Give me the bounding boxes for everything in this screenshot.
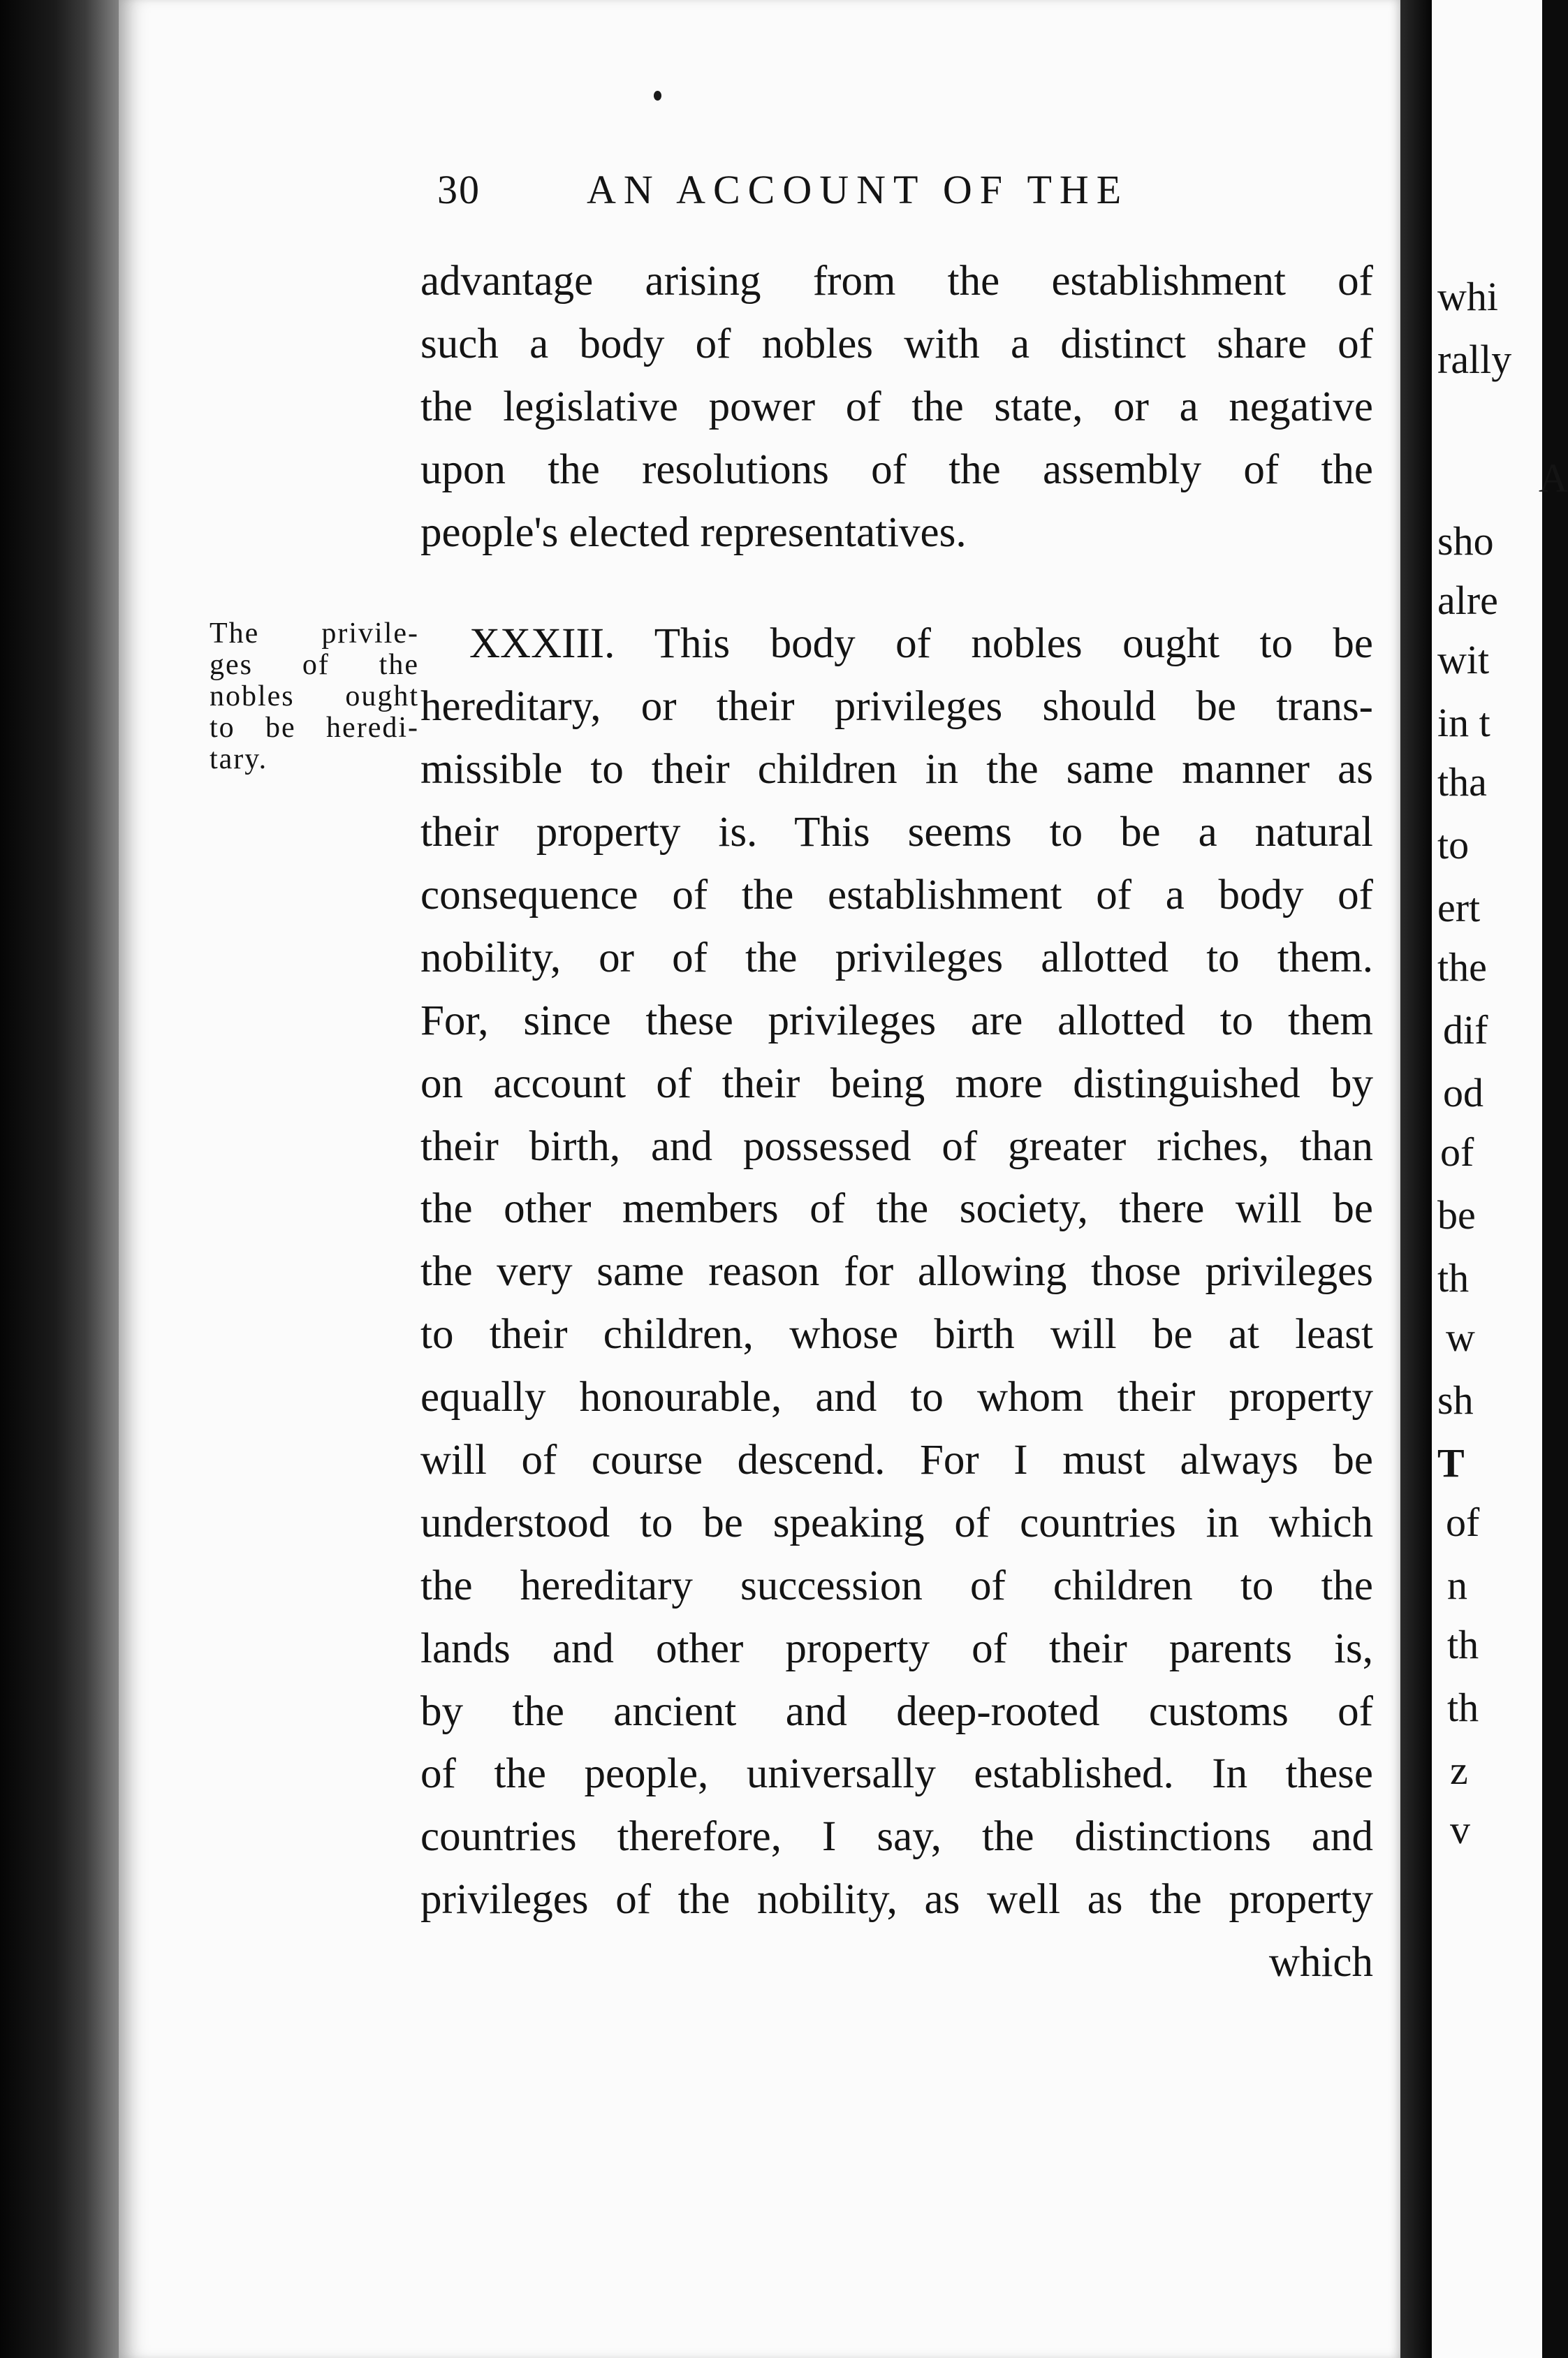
- catchword: which: [1268, 1939, 1373, 1986]
- marginal-note-line: tary.: [210, 743, 268, 775]
- marginal-note-line: nobles ought: [210, 680, 419, 712]
- paragraph-1: [420, 250, 1373, 564]
- facing-fragment: of: [1440, 1129, 1474, 1175]
- running-title: AN ACCOUNT OF THE: [587, 167, 1129, 212]
- facing-fragment: be: [1437, 1192, 1476, 1238]
- facing-fragment: v: [1450, 1807, 1470, 1852]
- facing-fragment: sh: [1437, 1377, 1474, 1423]
- text-line: the very same reason for allowing those privileges: [420, 1248, 1373, 1296]
- text-line: lands and other property of their parents is,: [420, 1625, 1373, 1672]
- facing-fragment: od: [1443, 1070, 1483, 1115]
- facing-fragment: rally: [1437, 337, 1512, 382]
- facing-fragment: th: [1437, 1255, 1470, 1301]
- text-line: consequence of the establishment of a body of: [420, 872, 1373, 919]
- facing-fragment: z: [1450, 1748, 1468, 1793]
- text-line: privileges of the nobility, as well as the property: [420, 1876, 1373, 1924]
- facing-fragment: A: [1539, 455, 1568, 501]
- facing-fragment: the: [1437, 944, 1487, 990]
- paragraph-2: [420, 613, 1373, 1994]
- text-line: the other members of the society, there will be: [420, 1185, 1373, 1233]
- facing-fragment: T: [1437, 1440, 1465, 1486]
- page-edge-shadow: [1400, 0, 1432, 2358]
- paragraph-gap: [420, 564, 1373, 613]
- marginal-note: [210, 618, 419, 775]
- text-line: missible to their children in the same manner as: [420, 746, 1373, 793]
- text-line: such a body of nobles with a distinct share of: [420, 320, 1373, 367]
- text-line: upon the resolutions of the assembly of the: [420, 446, 1373, 493]
- facing-fragment: alre: [1437, 578, 1498, 623]
- text-line: their birth, and possessed of greater riches, than: [420, 1122, 1373, 1170]
- facing-fragment: n: [1447, 1562, 1467, 1608]
- text-line: their property is. This seems to be a natural: [420, 809, 1373, 856]
- binding-gutter: [0, 0, 122, 2358]
- facing-fragment: in t: [1437, 700, 1490, 745]
- marginal-note-line: The privile-: [210, 617, 419, 650]
- text-line: the hereditary succession of children to the: [420, 1562, 1373, 1609]
- marginal-note-line: to be heredi-: [210, 712, 419, 744]
- ink-dot: [654, 91, 661, 101]
- body-text: [420, 250, 1373, 1994]
- page-number: 30: [437, 167, 481, 212]
- facing-fragment: of: [1446, 1500, 1480, 1545]
- facing-fragment: whi: [1437, 274, 1498, 319]
- facing-fragment: w: [1446, 1315, 1475, 1360]
- text-line: hereditary, or their privileges should be trans-: [420, 683, 1373, 731]
- text-line: XXXIII. This body of nobles ought to be: [469, 620, 1373, 668]
- text-line: will of course descend. For I must always be: [420, 1437, 1373, 1484]
- text-line: the legislative power of the state, or a negative: [420, 383, 1373, 430]
- facing-fragment: sho: [1437, 518, 1494, 564]
- text-line: nobility, or of the privileges allotted to them.: [420, 934, 1373, 981]
- facing-fragment: to: [1437, 822, 1470, 867]
- running-head: [437, 166, 1282, 229]
- facing-fragment: tha: [1437, 759, 1487, 805]
- marginal-note-line: ges of the: [210, 649, 419, 681]
- facing-fragment: wit: [1437, 637, 1490, 682]
- text-line: equally honourable, and to whom their property: [420, 1374, 1373, 1421]
- text-line: of the people, universally established. In these: [420, 1750, 1373, 1798]
- facing-fragment: ert: [1437, 885, 1481, 930]
- text-line: to their children, whose birth will be at least: [420, 1311, 1373, 1359]
- text-line: advantage arising from the establishment of: [420, 258, 1373, 305]
- facing-fragment: th: [1447, 1622, 1479, 1667]
- text-line: For, since these privileges are allotted to them: [420, 997, 1373, 1044]
- text-line: by the ancient and deep-rooted customs of: [420, 1687, 1373, 1735]
- text-line: understood to be speaking of countries in which: [420, 1499, 1373, 1546]
- text-line: countries therefore, I say, the distinctions and: [420, 1813, 1373, 1861]
- text-line: people's elected representatives.: [420, 508, 967, 556]
- facing-fragment: dif: [1443, 1007, 1488, 1053]
- facing-fragment: th: [1447, 1685, 1479, 1730]
- text-line: on account of their being more distinguished by: [420, 1060, 1373, 1107]
